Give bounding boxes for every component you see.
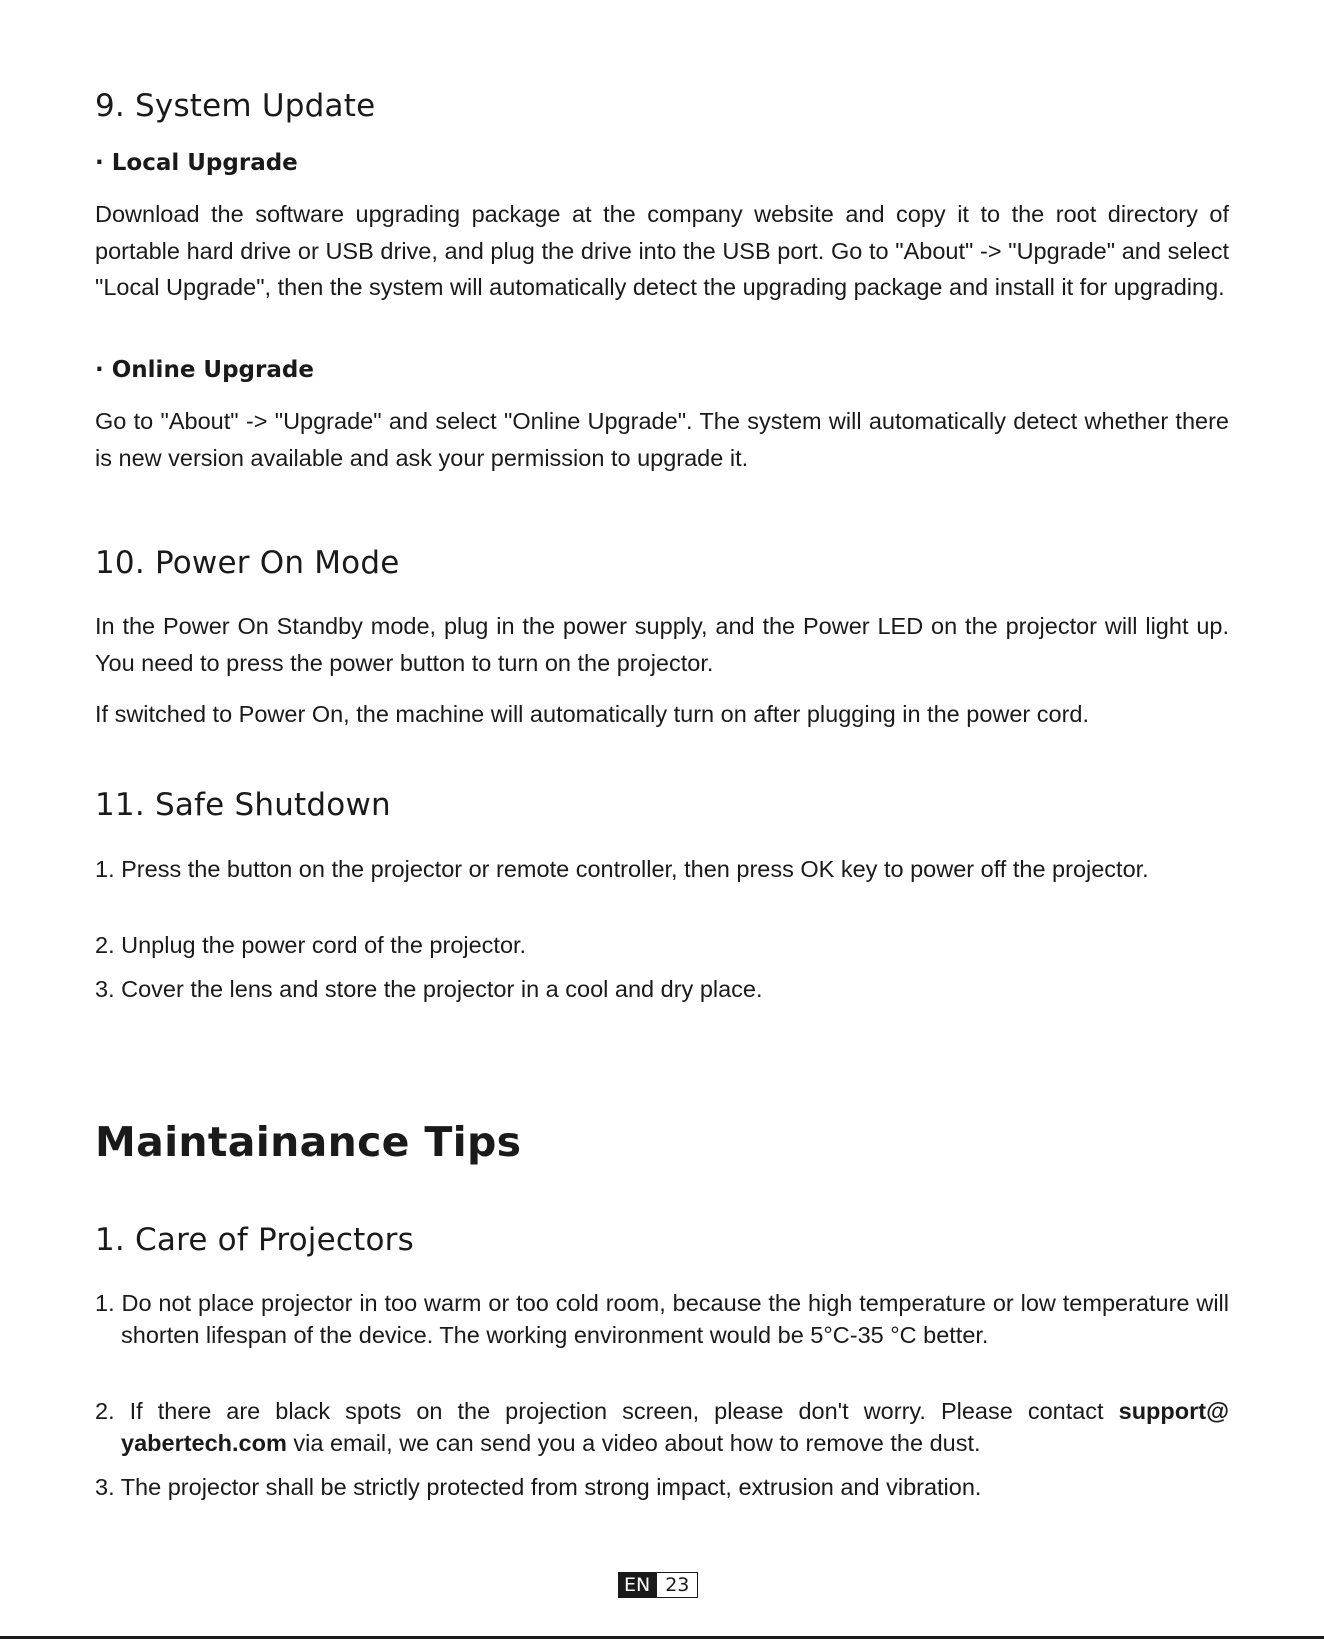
list-item: 3. Cover the lens and store the projector in a cool and dry place. [95, 976, 763, 1002]
section-heading-system-update: 9. System Update [95, 88, 376, 124]
list-item: 2. Unplug the power cord of the projector. [95, 932, 527, 958]
subheading-online-upgrade: · Online Upgrade [95, 357, 314, 383]
language-badge: EN [618, 1572, 656, 1598]
paragraph-power-on: If switched to Power On, the machine will automatically turn on after plugging in the power cord. [95, 701, 1090, 727]
section-heading-safe-shutdown: 11. Safe Shutdown [95, 787, 391, 823]
list-item [95, 1396, 1229, 1459]
list-item: 1. Press the button on the projector or remote controller, then press OK key to power off the projector. [95, 856, 1149, 882]
paragraph-power-on-standby: In the Power On Standby mode, plug in the power supply, and the Power LED on the projector will light up. You need to press the power button to turn on the projector. [95, 613, 1229, 676]
support-email-link[interactable]: support@ yabertech.com [121, 1398, 1229, 1456]
page-footer [618, 1572, 698, 1598]
page-title-maintenance-tips: Maintainance Tips [95, 1118, 522, 1166]
page-number: 23 [656, 1572, 698, 1598]
section-heading-power-on-mode: 10. Power On Mode [95, 545, 400, 581]
subheading-local-upgrade: · Local Upgrade [95, 150, 298, 176]
list-item-text: 2. If there are black spots on the projection screen, please don't worry. Please contact [95, 1398, 1119, 1424]
list-item-text: via email, we can send you a video about how to remove the dust. [286, 1429, 981, 1456]
section-heading-care-of-projectors: 1. Care of Projectors [95, 1222, 414, 1258]
list-item: 1. Do not place projector in too warm or too cold room, because the high temperature or low temperature will shorten lifespan of the device. The working environment would be 5°C-35 °C better. [95, 1290, 1229, 1348]
paragraph-online-upgrade: Go to "About" -> "Upgrade" and select "Online Upgrade". The system will automatically detect whether there is new version available and ask your permission to upgrade it. [95, 408, 1229, 471]
list-item: 3. The projector shall be strictly protected from strong impact, extrusion and vibration. [95, 1474, 982, 1500]
paragraph-local-upgrade: Download the software upgrading package at the company website and copy it to the root directory of portable hard drive or USB drive, and plug the drive into the USB port. Go to "About" -> "Upgrade" and select "Local Upgrade", then the system will automatically detect the upgrading package and install it for upgrading. [95, 201, 1229, 300]
